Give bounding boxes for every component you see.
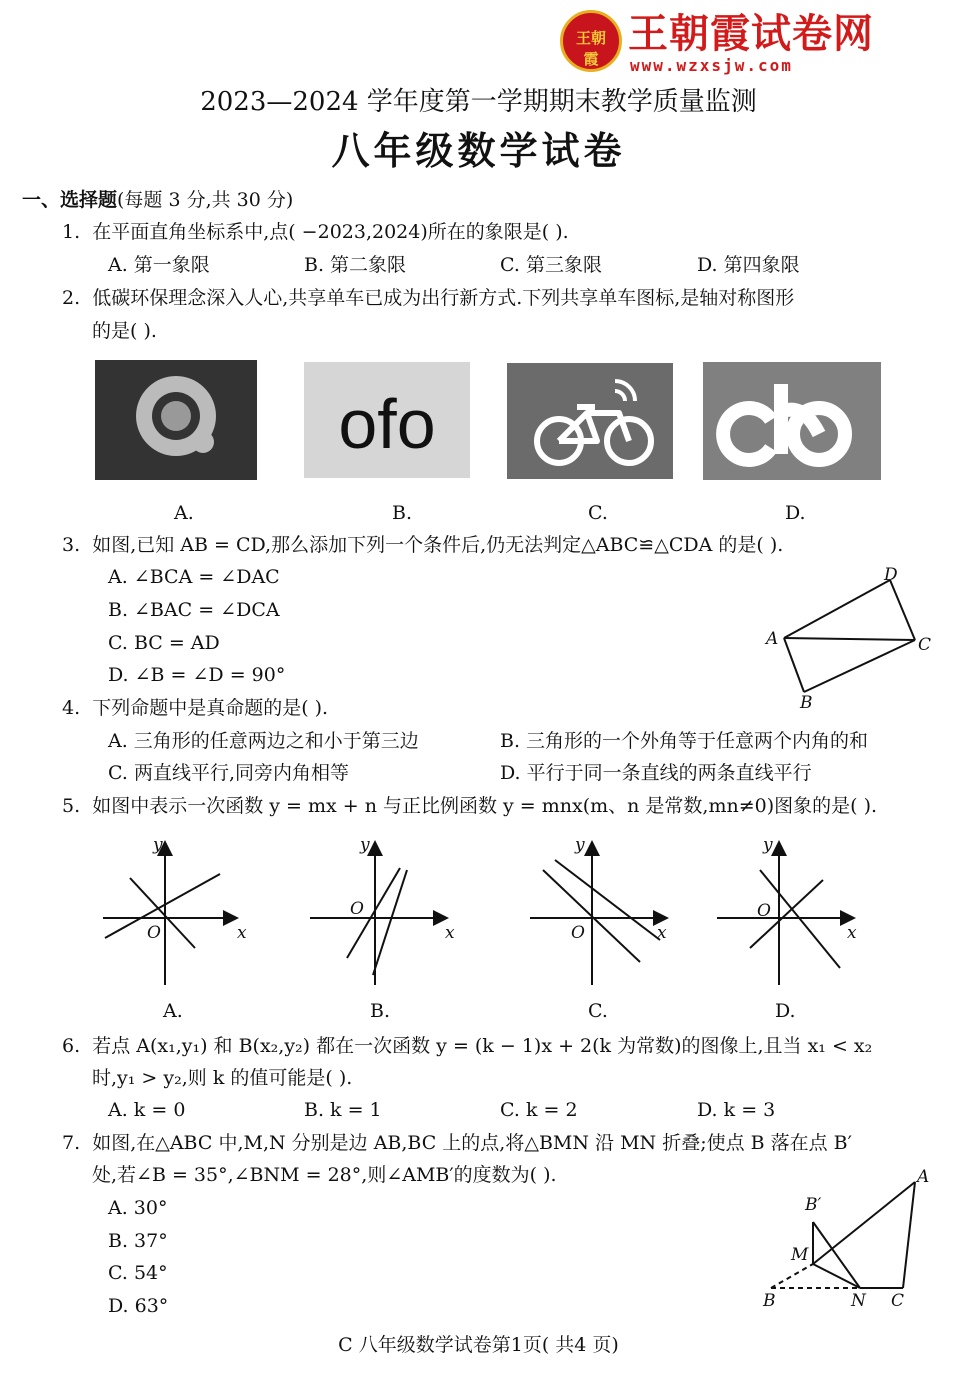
q7-point-n: N bbox=[851, 1291, 866, 1311]
q7-option-c[interactable]: C. 54° bbox=[108, 1262, 168, 1284]
q3-segment-bc bbox=[804, 640, 915, 692]
q6-stem-line1: 若点 A(x₁,y₁) 和 B(x₂,y₂) 都在一次函数 y = (k − 1)x + 2(k 为常数)的图像上,且当 x₁ < x₂ bbox=[92, 1035, 873, 1057]
q5-c-x-label: x bbox=[657, 923, 667, 943]
q2-stem-line1: 低碳环保理念深入人心,共享单车已成为出行新方式.下列共享单车图标,是轴对称图形 bbox=[92, 287, 795, 309]
q7-option-a[interactable]: A. 30° bbox=[108, 1197, 168, 1219]
q5-d-x-label: x bbox=[847, 923, 857, 943]
q3-point-d: D bbox=[884, 565, 898, 585]
q5-c-y-label: y bbox=[575, 835, 585, 855]
q7-point-a: A bbox=[917, 1167, 930, 1187]
q2-label-b: B. bbox=[392, 502, 413, 524]
q3-option-b[interactable]: B. ∠BAC = ∠DCA bbox=[108, 599, 280, 621]
question-7 bbox=[62, 1131, 852, 1155]
q2-logo-b-text: ofo bbox=[338, 385, 436, 463]
logo-title: 王朝霞试卷网 bbox=[628, 11, 874, 57]
page-footer: C 八年级数学试卷第1页( 共4 页) bbox=[338, 1334, 619, 1356]
q5-graph-d bbox=[717, 844, 852, 985]
question-6 bbox=[62, 1034, 872, 1058]
q5-a-origin: O bbox=[147, 923, 161, 943]
q5-a-x-label: x bbox=[237, 923, 247, 943]
q3-segment-ad bbox=[784, 580, 890, 638]
q2-number: 2. bbox=[62, 287, 81, 309]
q5-graph-c bbox=[530, 844, 665, 985]
q5-stem: 如图中表示一次函数 y = mx + n 与正比例函数 y = mnx(m、n 是常数,mn≠0)图象的是( ). bbox=[92, 795, 878, 817]
section-heading bbox=[22, 188, 293, 212]
question-4 bbox=[62, 696, 328, 720]
q5-d-y-label: y bbox=[763, 835, 773, 855]
question-3 bbox=[62, 533, 783, 557]
q2-logo-a[interactable] bbox=[95, 360, 257, 480]
exam-title-line1: 2023—2024 学年度第一学期期末教学质量监测 bbox=[200, 87, 757, 117]
q5-label-d: D. bbox=[775, 1000, 796, 1022]
q7-stem-line1: 如图,在△ABC 中,M,N 分别是边 AB,BC 上的点,将△BMN 沿 MN 折叠;使点 B 落在点 B′ bbox=[92, 1132, 852, 1154]
q3-figure bbox=[760, 560, 940, 716]
q3-option-c[interactable]: C. BC = AD bbox=[108, 632, 220, 654]
q5-d-origin: O bbox=[757, 901, 771, 921]
q7-option-b[interactable]: B. 37° bbox=[108, 1230, 168, 1252]
q3-point-b: B bbox=[800, 693, 813, 713]
q5-label-c: C. bbox=[588, 1000, 608, 1022]
q1-option-c[interactable]: C. 第三象限 bbox=[500, 254, 602, 276]
q4-stem: 下列命题中是真命题的是( ). bbox=[92, 697, 329, 719]
logo-badge-icon bbox=[560, 10, 622, 72]
q7-point-b1: B′ bbox=[805, 1195, 822, 1215]
q2-logo-b[interactable] bbox=[304, 362, 470, 478]
q7-segment-ac bbox=[903, 1182, 915, 1288]
q3-segment-ab bbox=[784, 638, 804, 692]
q2-label-c: C. bbox=[588, 502, 608, 524]
q3-segment-dc bbox=[890, 580, 915, 640]
q6-option-c[interactable]: C. k = 2 bbox=[500, 1099, 578, 1121]
q4-option-a[interactable]: A. 三角形的任意两边之和小于第三边 bbox=[108, 730, 419, 752]
q3-stem: 如图,已知 AB = CD,那么添加下列一个条件后,仍无法判定△ABC≌△CDA 的是( ). bbox=[92, 534, 784, 556]
q5-a-line-1 bbox=[105, 874, 220, 938]
q4-number: 4. bbox=[62, 697, 81, 719]
q6-option-b[interactable]: B. k = 1 bbox=[304, 1099, 382, 1121]
q1-option-a[interactable]: A. 第一象限 bbox=[108, 254, 210, 276]
q7-option-d[interactable]: D. 63° bbox=[108, 1295, 169, 1317]
q3-point-a: A bbox=[766, 629, 779, 649]
question-1 bbox=[62, 220, 569, 244]
q2-logo-a-tail bbox=[192, 431, 214, 453]
q4-option-c[interactable]: C. 两直线平行,同旁内角相等 bbox=[108, 762, 349, 784]
q5-b-x-label: x bbox=[445, 923, 455, 943]
q5-graph-a bbox=[103, 844, 235, 985]
q3-option-a[interactable]: A. ∠BCA = ∠DAC bbox=[108, 566, 280, 588]
q4-option-d[interactable]: D. 平行于同一条直线的两条直线平行 bbox=[500, 762, 812, 784]
q1-option-b[interactable]: B. 第二象限 bbox=[304, 254, 407, 276]
q5-a-line-2 bbox=[130, 878, 195, 948]
q3-number: 3. bbox=[62, 534, 81, 556]
q5-label-a: A. bbox=[163, 1000, 183, 1022]
question-2 bbox=[62, 286, 794, 310]
q2-logo-a-dot bbox=[161, 401, 191, 431]
q5-c-origin: O bbox=[571, 923, 585, 943]
q7-point-c: C bbox=[891, 1291, 905, 1311]
q5-b-y-label: y bbox=[360, 835, 370, 855]
q2-logo-c[interactable] bbox=[507, 363, 673, 479]
q7-figure bbox=[755, 1160, 945, 1315]
q2-stem-line2: 的是( ). bbox=[92, 320, 157, 342]
q5-b-origin: O bbox=[350, 899, 364, 919]
logo-url: www.wzxsjw.com bbox=[630, 56, 793, 75]
q5-graph-b bbox=[310, 844, 445, 985]
logo-badge-text: 王朝霞 bbox=[575, 29, 606, 68]
q5-a-y-label: y bbox=[153, 835, 163, 855]
q7-segment-bm-dashed bbox=[771, 1264, 813, 1288]
exam-title-line2: 八年级数学试卷 bbox=[331, 128, 626, 173]
q3-segment-ac bbox=[784, 638, 915, 640]
q3-option-d[interactable]: D. ∠B = ∠D = 90° bbox=[108, 664, 286, 686]
q2-label-a: A. bbox=[174, 502, 194, 524]
q1-option-d[interactable]: D. 第四象限 bbox=[697, 254, 800, 276]
q7-segment-am bbox=[813, 1182, 915, 1264]
q5-number: 5. bbox=[62, 795, 81, 817]
q6-stem-line2: 时,y₁ > y₂,则 k 的值可能是( ). bbox=[92, 1067, 353, 1089]
q7-point-m: M bbox=[791, 1245, 809, 1265]
q5-label-b: B. bbox=[370, 1000, 391, 1022]
q1-number: 1. bbox=[62, 221, 81, 243]
q2-label-d: D. bbox=[785, 502, 806, 524]
q6-number: 6. bbox=[62, 1035, 81, 1057]
q5-graphs bbox=[95, 830, 865, 992]
q6-option-d[interactable]: D. k = 3 bbox=[697, 1099, 776, 1121]
q7-point-b: B bbox=[763, 1291, 776, 1311]
q3-point-c: C bbox=[918, 635, 932, 655]
section-heading-note: (每题 3 分,共 30 分) bbox=[117, 189, 294, 211]
q7-stem-line2: 处,若∠B = 35°,∠BNM = 28°,则∠AMB′的度数为( ). bbox=[92, 1164, 557, 1186]
q7-number: 7. bbox=[62, 1132, 81, 1154]
site-logo bbox=[560, 10, 880, 80]
section-heading-text: 一、选择题 bbox=[22, 189, 118, 211]
q2-logo-d[interactable] bbox=[703, 362, 881, 480]
question-5 bbox=[62, 794, 877, 818]
q6-option-a[interactable]: A. k = 0 bbox=[108, 1099, 186, 1121]
q7-segment-mn bbox=[813, 1264, 860, 1288]
q4-option-b[interactable]: B. 三角形的一个外角等于任意两个内角的和 bbox=[500, 730, 869, 752]
q1-stem: 在平面直角坐标系中,点( −2023,2024)所在的象限是( ). bbox=[92, 221, 569, 243]
